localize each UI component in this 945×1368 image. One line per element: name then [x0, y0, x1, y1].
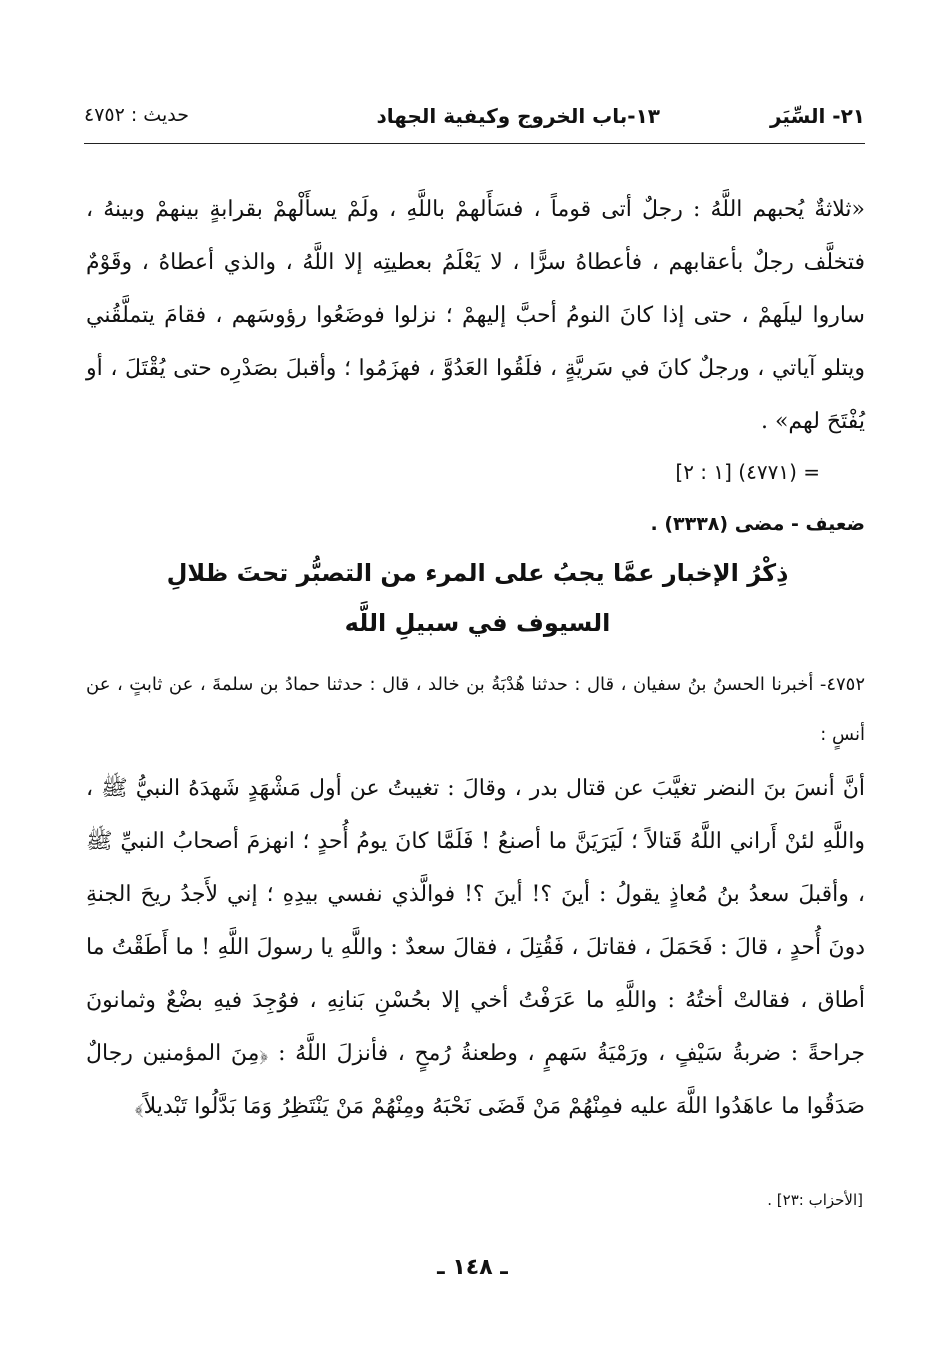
header-hadith-number: حديث : ٤٧٥٢ — [84, 104, 189, 126]
quran-citation: [الأحزاب :٢٣] . — [767, 1191, 863, 1209]
hadith-text: أنَّ أنسَ بنَ النضر تغيَّبَ عن قتال بدر ، وقالَ : تغيبتُ عن أول مَشْهَدٍ شَهدَهُ النبيُّ ﷺ ، واللَّهِ لئنْ أَراني اللَّهُ قَتالاً ؛ لَيَرَيَنَّ ما أصنعُ ! فَلَمَّا كانَ يومُ أُحدٍ ؛ انهزمَ أصحابُ النبيِّ ﷺ ، وأقبلَ سعدُ بنُ مُعاذٍ يقولُ : أينَ ؟! أينَ ؟! فوالَّذي نفسي بيدِهِ ؛ إني لأَجدُ ريحَ الجنةِ دونَ أُحدٍ ، قالَ : فَحَمَلَ ، فقاتلَ ، فَقُتِلَ ، فقالَ سعدٌ : واللَّهِ يا رسولَ اللَّهِ ! ما أَطَقْتُ ما أطاق ، فقالتْ أختُهُ : واللَّهِ ما عَرَفْتُ أخي إلا بحُسْنِ بَنانِهِ ، فوُجِدَ فيهِ بضْعٌ وثمانونَ جراحةً : ضربةُ سَيْفٍ ، ورَمْيَةُ سَهمٍ ، وطعنةُ رُمحٍ ، فأنزلَ اللَّهُ : ﴿مِنَ المؤمنين رجالٌ صَدَقُوا ما عاهَدُوا اللَّهَ عليه فمِنْهُمْ مَنْ قَضَى نَحْبَهُ ومِنْهُمْ مَنْ يَنْتَظِرُ وَمَا بَدَّلُوا تَبْديلاً﴾ — [86, 776, 865, 1119]
section-heading: ذِكْرُ الإخبار عمَّا يجبُ على المرء من التصبُّر تحتَ ظلالِ السيوف في سبيلِ اللَّه — [166, 559, 789, 637]
header-chapter-title: ١٣-باب الخروج وكيفية الجهاد — [376, 104, 660, 128]
cross-reference: = (٤٧٧١) [١ : ٢] — [675, 460, 820, 484]
hadith-chain: ٤٧٥٢- أخبرنا الحسنُ بنُ سفيان ، قال : حدثنا هُدْبَةُ بن خالد ، قال : حدثنا حمادُ بن سلمةَ ، عن ثابتٍ ، عن أنسٍ : — [86, 674, 865, 745]
hadith-grade: ضعيف - مضى (٣٣٣٨) . — [650, 513, 865, 535]
page-number: ـ ١٤٨ ـ — [437, 1255, 508, 1280]
running-header — [84, 98, 865, 138]
header-book-title: ٢١- السِّيَر — [769, 104, 865, 128]
header-divider — [84, 143, 865, 144]
hadith-text-continued: «ثلاثةٌ يُحبهم اللَّهُ : رجلٌ أتى قوماً ، فسَأَلهمْ باللَّهِ ، ولَمْ يسأَلْهمْ بقرابةٍ بينهمْ وبينهُ ، فتخلَّف رجلٌ بأعقابهم ، فأعطاهُ سرًّا ، لا يَعْلَمُ بعطيتِه إلا اللَّهُ ، والذي أعطاهُ ، وقَوْمٌ ساروا ليلَهمْ ، حتى إذا كانَ النومُ أحبَّ إليهمْ ؛ نزلوا فوضَعُوا رؤوسَهم ، فقامَ يتملَّقُني ويتلو آياتي ، ورجلٌ كانَ في سَريَّةٍ ، فلَقُوا العَدُوَّ ، فهزَمُوا ؛ وأقبلَ بصَدْرِه حتى يُقْتَلَ ، أو يُفْتَحَ لهم» . — [86, 197, 865, 434]
